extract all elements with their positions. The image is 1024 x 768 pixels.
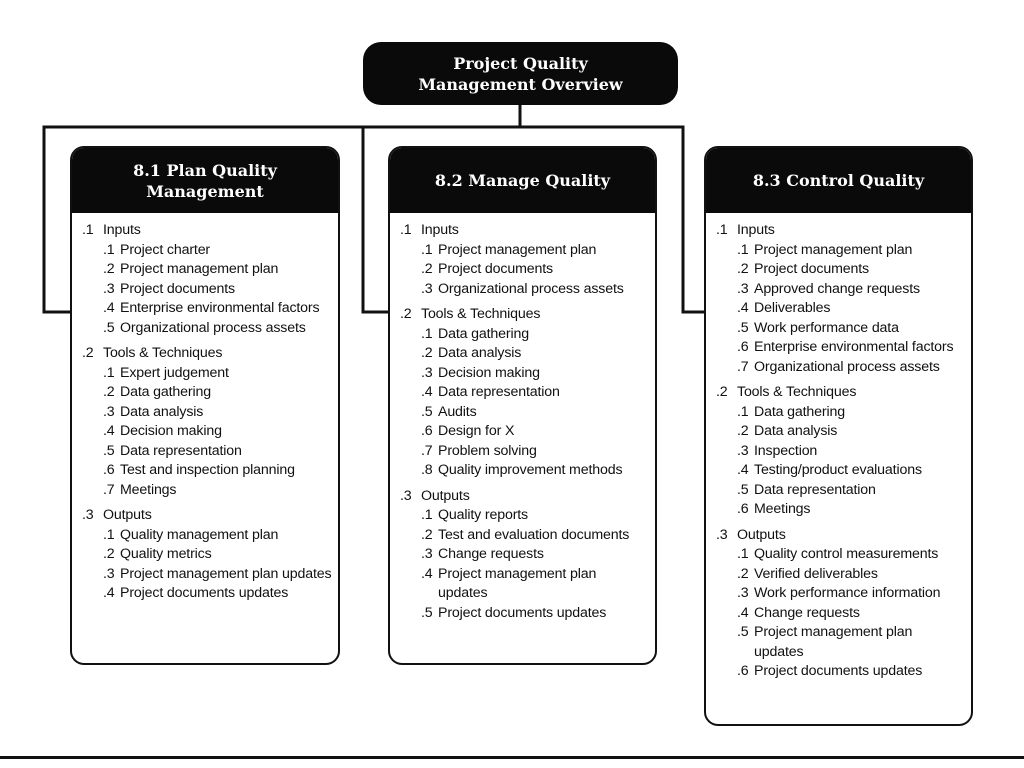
- section-label: Outputs: [737, 526, 786, 543]
- item-number: .5: [421, 604, 433, 621]
- item-label: Decision making: [438, 364, 540, 381]
- item-label: Project management plan: [754, 241, 913, 258]
- list-item: [716, 565, 971, 585]
- item-number: .1: [103, 241, 115, 258]
- item-number: .4: [421, 384, 433, 400]
- section-label: Inputs: [103, 222, 141, 238]
- item-number: .1: [421, 325, 433, 342]
- item-number: .1: [737, 546, 749, 562]
- root-title-line-1: Project Quality: [453, 53, 588, 73]
- process-body: [706, 213, 971, 682]
- root-node-project-quality-management: [363, 42, 678, 105]
- item-label: Data analysis: [754, 423, 838, 439]
- list-item: [716, 662, 971, 682]
- section-title: [82, 344, 338, 364]
- section-outputs: [400, 487, 655, 624]
- item-label: Project documents updates: [754, 663, 923, 679]
- list-item: [716, 500, 971, 520]
- item-label: Data gathering: [120, 384, 211, 400]
- item-number: .6: [103, 462, 115, 478]
- item-label: Test and evaluation documents: [438, 526, 630, 543]
- list-item: [716, 604, 971, 624]
- item-number: .6: [737, 339, 749, 355]
- process-box-8-2: [388, 146, 657, 665]
- item-label: Quality control measurements: [754, 546, 939, 562]
- section-tools-techniques: [716, 383, 971, 520]
- item-label: Quality reports: [438, 507, 529, 523]
- item-label: Work performance data: [754, 319, 899, 336]
- list-item: [716, 545, 971, 565]
- list-item: [82, 260, 338, 280]
- section-number: .3: [400, 487, 412, 504]
- list-item: [400, 461, 655, 481]
- process-box-8-1: [70, 146, 340, 665]
- root-title-line-2: Management Overview: [418, 74, 623, 94]
- list-item: [82, 383, 338, 403]
- item-number: .1: [421, 241, 433, 258]
- item-number: .2: [737, 423, 749, 439]
- item-number: .2: [103, 261, 115, 277]
- item-label: Quality management plan: [120, 526, 279, 543]
- section-number: .1: [716, 222, 728, 238]
- item-label: Project documents: [754, 261, 869, 277]
- item-number: .2: [103, 384, 115, 400]
- process-title-line-1: 8.1 Plan Quality: [133, 160, 277, 180]
- section-number: .1: [82, 222, 94, 238]
- list-item: [82, 319, 338, 339]
- process-body: [390, 213, 655, 623]
- section-number: .2: [82, 345, 94, 361]
- section-title: [82, 506, 338, 526]
- item-number: .5: [421, 403, 433, 420]
- list-item: [82, 299, 338, 319]
- list-item: [400, 280, 655, 300]
- item-number: .1: [103, 526, 115, 543]
- item-number: .1: [737, 241, 749, 258]
- section-label: Inputs: [737, 222, 775, 238]
- item-number: .4: [421, 565, 433, 582]
- section-title: [716, 383, 971, 403]
- list-item: [82, 241, 338, 261]
- section-number: .1: [400, 222, 412, 238]
- list-item: [400, 604, 655, 624]
- list-item: [400, 241, 655, 261]
- item-label: Decision making: [120, 423, 222, 439]
- list-item: [400, 545, 655, 565]
- list-item: [716, 260, 971, 280]
- list-item: [716, 422, 971, 442]
- section-label: Tools & Techniques: [103, 345, 223, 361]
- section-title: [716, 221, 971, 241]
- list-item: [400, 506, 655, 526]
- section-label: Outputs: [421, 487, 470, 504]
- list-item: [400, 260, 655, 280]
- list-item: [82, 481, 338, 501]
- list-item: [82, 545, 338, 565]
- list-item: [400, 526, 655, 546]
- section-tools-techniques: [82, 344, 338, 500]
- item-number: .5: [103, 319, 115, 336]
- item-label: Problem solving: [438, 442, 537, 459]
- item-number: .2: [737, 565, 749, 582]
- item-label: Organizational process assets: [438, 280, 624, 297]
- section-label: Tools & Techniques: [737, 384, 857, 400]
- item-label: Data analysis: [120, 403, 204, 420]
- item-label: Audits: [438, 403, 477, 420]
- item-label: Data representation: [438, 384, 560, 400]
- process-title-line-2: Management: [146, 181, 264, 201]
- list-item: [716, 403, 971, 423]
- item-label: Work performance information: [754, 585, 941, 601]
- item-number: .2: [421, 345, 433, 361]
- list-item: [716, 280, 971, 300]
- item-label: Organizational process assets: [754, 358, 940, 375]
- list-item: [716, 299, 971, 319]
- item-number: .8: [421, 462, 433, 478]
- item-label: Data gathering: [754, 403, 845, 420]
- item-label: Data gathering: [438, 325, 529, 342]
- list-item: [716, 623, 971, 662]
- item-number: .4: [103, 300, 115, 316]
- section-label: Outputs: [103, 507, 152, 523]
- item-number: .2: [421, 261, 433, 277]
- item-label: Data analysis: [438, 345, 522, 361]
- list-item: [716, 241, 971, 261]
- item-label: Project charter: [120, 241, 211, 258]
- list-item: [82, 584, 338, 604]
- list-item: [82, 364, 338, 384]
- list-item: [400, 325, 655, 345]
- item-label: Design for X: [438, 423, 515, 439]
- process-title-line-1: 8.3 Control Quality: [752, 171, 925, 190]
- item-number: .5: [737, 481, 749, 498]
- item-number: .3: [421, 546, 433, 562]
- item-number: .4: [737, 462, 749, 478]
- list-item: [716, 442, 971, 462]
- section-title: [400, 305, 655, 325]
- section-outputs: [716, 526, 971, 682]
- item-label: Change requests: [754, 604, 860, 621]
- item-number: .4: [103, 423, 115, 439]
- list-item: [400, 383, 655, 403]
- item-label: Enterprise environmental factors: [754, 339, 954, 355]
- item-number: .5: [103, 442, 115, 459]
- list-item: [716, 358, 971, 378]
- item-number: .1: [103, 364, 115, 381]
- process-body: [72, 213, 338, 604]
- section-inputs: [82, 221, 338, 338]
- item-number: .3: [737, 442, 749, 459]
- item-number: .6: [737, 663, 749, 679]
- item-number: .6: [737, 501, 749, 517]
- item-label: Test and inspection planning: [120, 462, 295, 478]
- list-item: [400, 442, 655, 462]
- list-item: [716, 584, 971, 604]
- process-title-line-1: 8.2 Manage Quality: [434, 171, 611, 190]
- item-label: Project management plan updates: [120, 565, 332, 582]
- list-item: [716, 461, 971, 481]
- item-label: Verified deliverables: [754, 565, 878, 582]
- item-number: .3: [103, 280, 115, 297]
- item-label: Project management plan updates: [754, 624, 913, 660]
- list-item: [400, 403, 655, 423]
- item-label: Meetings: [120, 481, 177, 498]
- item-number: .2: [103, 546, 115, 562]
- section-outputs: [82, 506, 338, 604]
- list-item: [400, 565, 655, 604]
- section-number: .2: [716, 384, 728, 400]
- item-number: .4: [737, 300, 749, 316]
- item-number: .4: [103, 585, 115, 601]
- process-header: [390, 148, 655, 213]
- list-item: [82, 526, 338, 546]
- item-label: Project management plan updates: [438, 565, 597, 601]
- item-number: .3: [421, 280, 433, 297]
- item-number: .5: [737, 319, 749, 336]
- item-number: .3: [737, 585, 749, 601]
- item-number: .6: [421, 423, 433, 439]
- list-item: [716, 319, 971, 339]
- item-label: Project management plan: [438, 241, 597, 258]
- section-tools-techniques: [400, 305, 655, 481]
- item-number: .3: [737, 280, 749, 297]
- item-label: Quality metrics: [120, 546, 212, 562]
- list-item: [400, 344, 655, 364]
- item-number: .1: [737, 403, 749, 420]
- list-item: [716, 481, 971, 501]
- section-inputs: [400, 221, 655, 299]
- section-title: [82, 221, 338, 241]
- section-inputs: [716, 221, 971, 377]
- item-label: Quality improvement methods: [438, 462, 623, 478]
- list-item: [82, 565, 338, 585]
- process-header: [706, 148, 971, 213]
- item-label: Enterprise environmental factors: [120, 300, 320, 316]
- section-title: [400, 221, 655, 241]
- item-label: Data representation: [120, 442, 242, 459]
- item-number: .1: [421, 507, 433, 523]
- list-item: [400, 422, 655, 442]
- list-item: [82, 422, 338, 442]
- item-label: Approved change requests: [754, 280, 920, 297]
- item-number: .5: [737, 624, 749, 640]
- process-box-8-3: [704, 146, 973, 726]
- item-number: .4: [737, 604, 749, 621]
- list-item: [716, 338, 971, 358]
- list-item: [82, 403, 338, 423]
- item-label: Project documents: [438, 261, 553, 277]
- section-title: [716, 526, 971, 546]
- item-label: Deliverables: [754, 300, 831, 316]
- item-label: Project documents updates: [120, 585, 289, 601]
- list-item: [82, 280, 338, 300]
- list-item: [400, 364, 655, 384]
- item-number: .7: [103, 481, 115, 498]
- item-number: .7: [737, 358, 749, 375]
- item-label: Meetings: [754, 501, 811, 517]
- item-number: .3: [421, 364, 433, 381]
- section-number: .3: [716, 526, 728, 543]
- item-number: .2: [421, 526, 433, 543]
- section-label: Inputs: [421, 222, 459, 238]
- item-label: Expert judgement: [120, 364, 229, 381]
- item-label: Testing/product evaluations: [754, 462, 922, 478]
- item-label: Project management plan: [120, 261, 279, 277]
- item-label: Inspection: [754, 442, 818, 459]
- item-number: .3: [103, 565, 115, 582]
- item-label: Data representation: [754, 481, 876, 498]
- process-header: [72, 148, 338, 213]
- section-number: .3: [82, 507, 94, 523]
- item-number: .2: [737, 261, 749, 277]
- item-label: Organizational process assets: [120, 319, 306, 336]
- list-item: [82, 442, 338, 462]
- item-label: Change requests: [438, 546, 544, 562]
- item-number: .7: [421, 442, 433, 459]
- item-label: Project documents updates: [438, 604, 607, 621]
- section-number: .2: [400, 306, 412, 322]
- item-label: Project documents: [120, 280, 235, 297]
- section-label: Tools & Techniques: [421, 306, 541, 322]
- list-item: [82, 461, 338, 481]
- item-number: .3: [103, 403, 115, 420]
- section-title: [400, 487, 655, 507]
- bottom-rule: [0, 756, 1024, 759]
